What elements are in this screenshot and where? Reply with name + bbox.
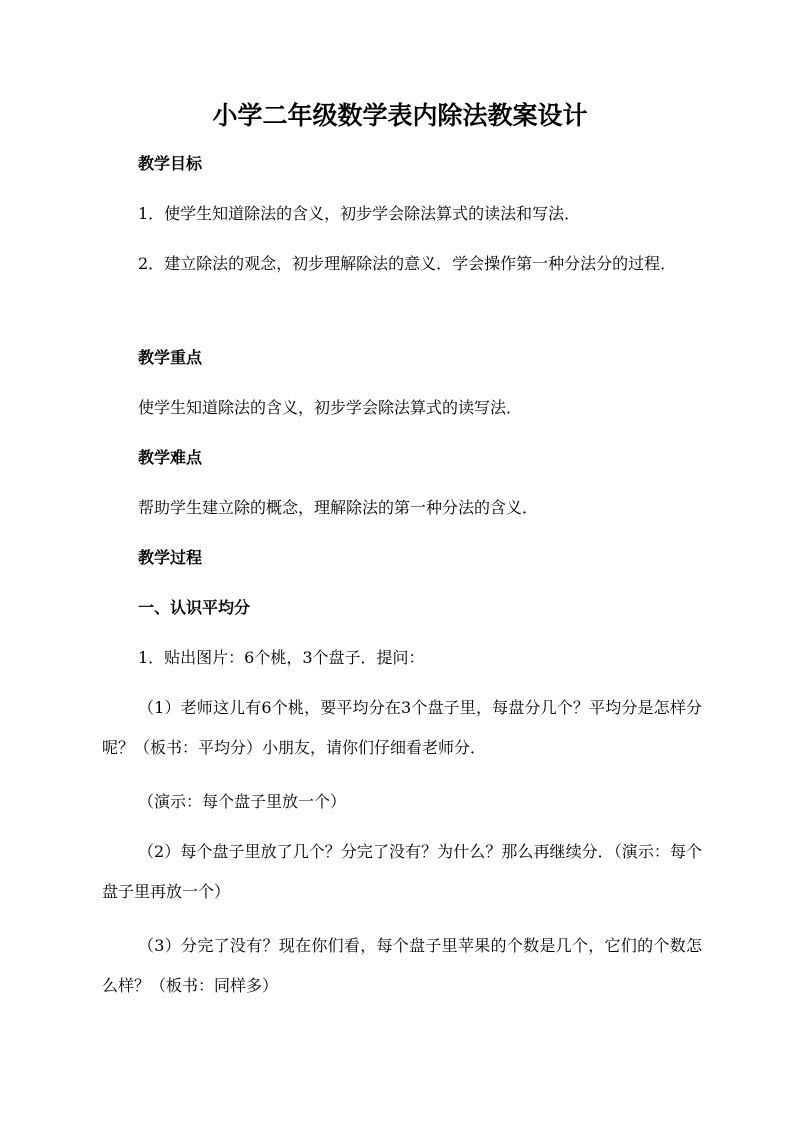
section-heading-process: 教学过程 [138, 548, 203, 567]
section-heading-key-points: 教学重点 [138, 348, 203, 367]
part-heading-equal-division: 一、认识平均分 [138, 598, 251, 617]
key-point-1: 使学生知道除法的含义，初步学会除法算式的读写法． [138, 398, 523, 417]
question-3: （3）分完了没有？现在你们看，每个盘子里苹果的个数是几个，它们的个数怎么样？（板书：同样多） [102, 936, 702, 995]
goal-item-1: 1．使学生知道除法的含义，初步学会除法算式的读法和写法． [138, 204, 581, 223]
difficulty-1: 帮助学生建立除的概念，理解除法的第一种分法的含义． [138, 498, 539, 517]
section-heading-difficulties: 教学难点 [138, 448, 203, 467]
demo-note-1: （演示：每个盘子里放一个） [138, 792, 347, 811]
section-heading-goals: 教学目标 [138, 154, 203, 173]
question-2: （2）每个盘子里放了几个？分完了没有？为什么？那么再继续分．（演示：每个盘子里再放一个） [102, 842, 702, 901]
process-step-1: 1．贴出图片：6个桃，3个盘子．提问： [138, 648, 425, 667]
document-title: 小学二年级数学表内除法教案设计 [212, 101, 588, 130]
goal-item-2: 2．建立除法的观念，初步理解除法的意义．学会操作第一种分法分的过程． [138, 254, 677, 273]
question-1: （1）老师这儿有6个桃，要平均分在3个盘子里，每盘分几个？平均分是怎样分呢？（板书：平均分）小朋友，请你们仔细看老师分． [102, 698, 702, 757]
